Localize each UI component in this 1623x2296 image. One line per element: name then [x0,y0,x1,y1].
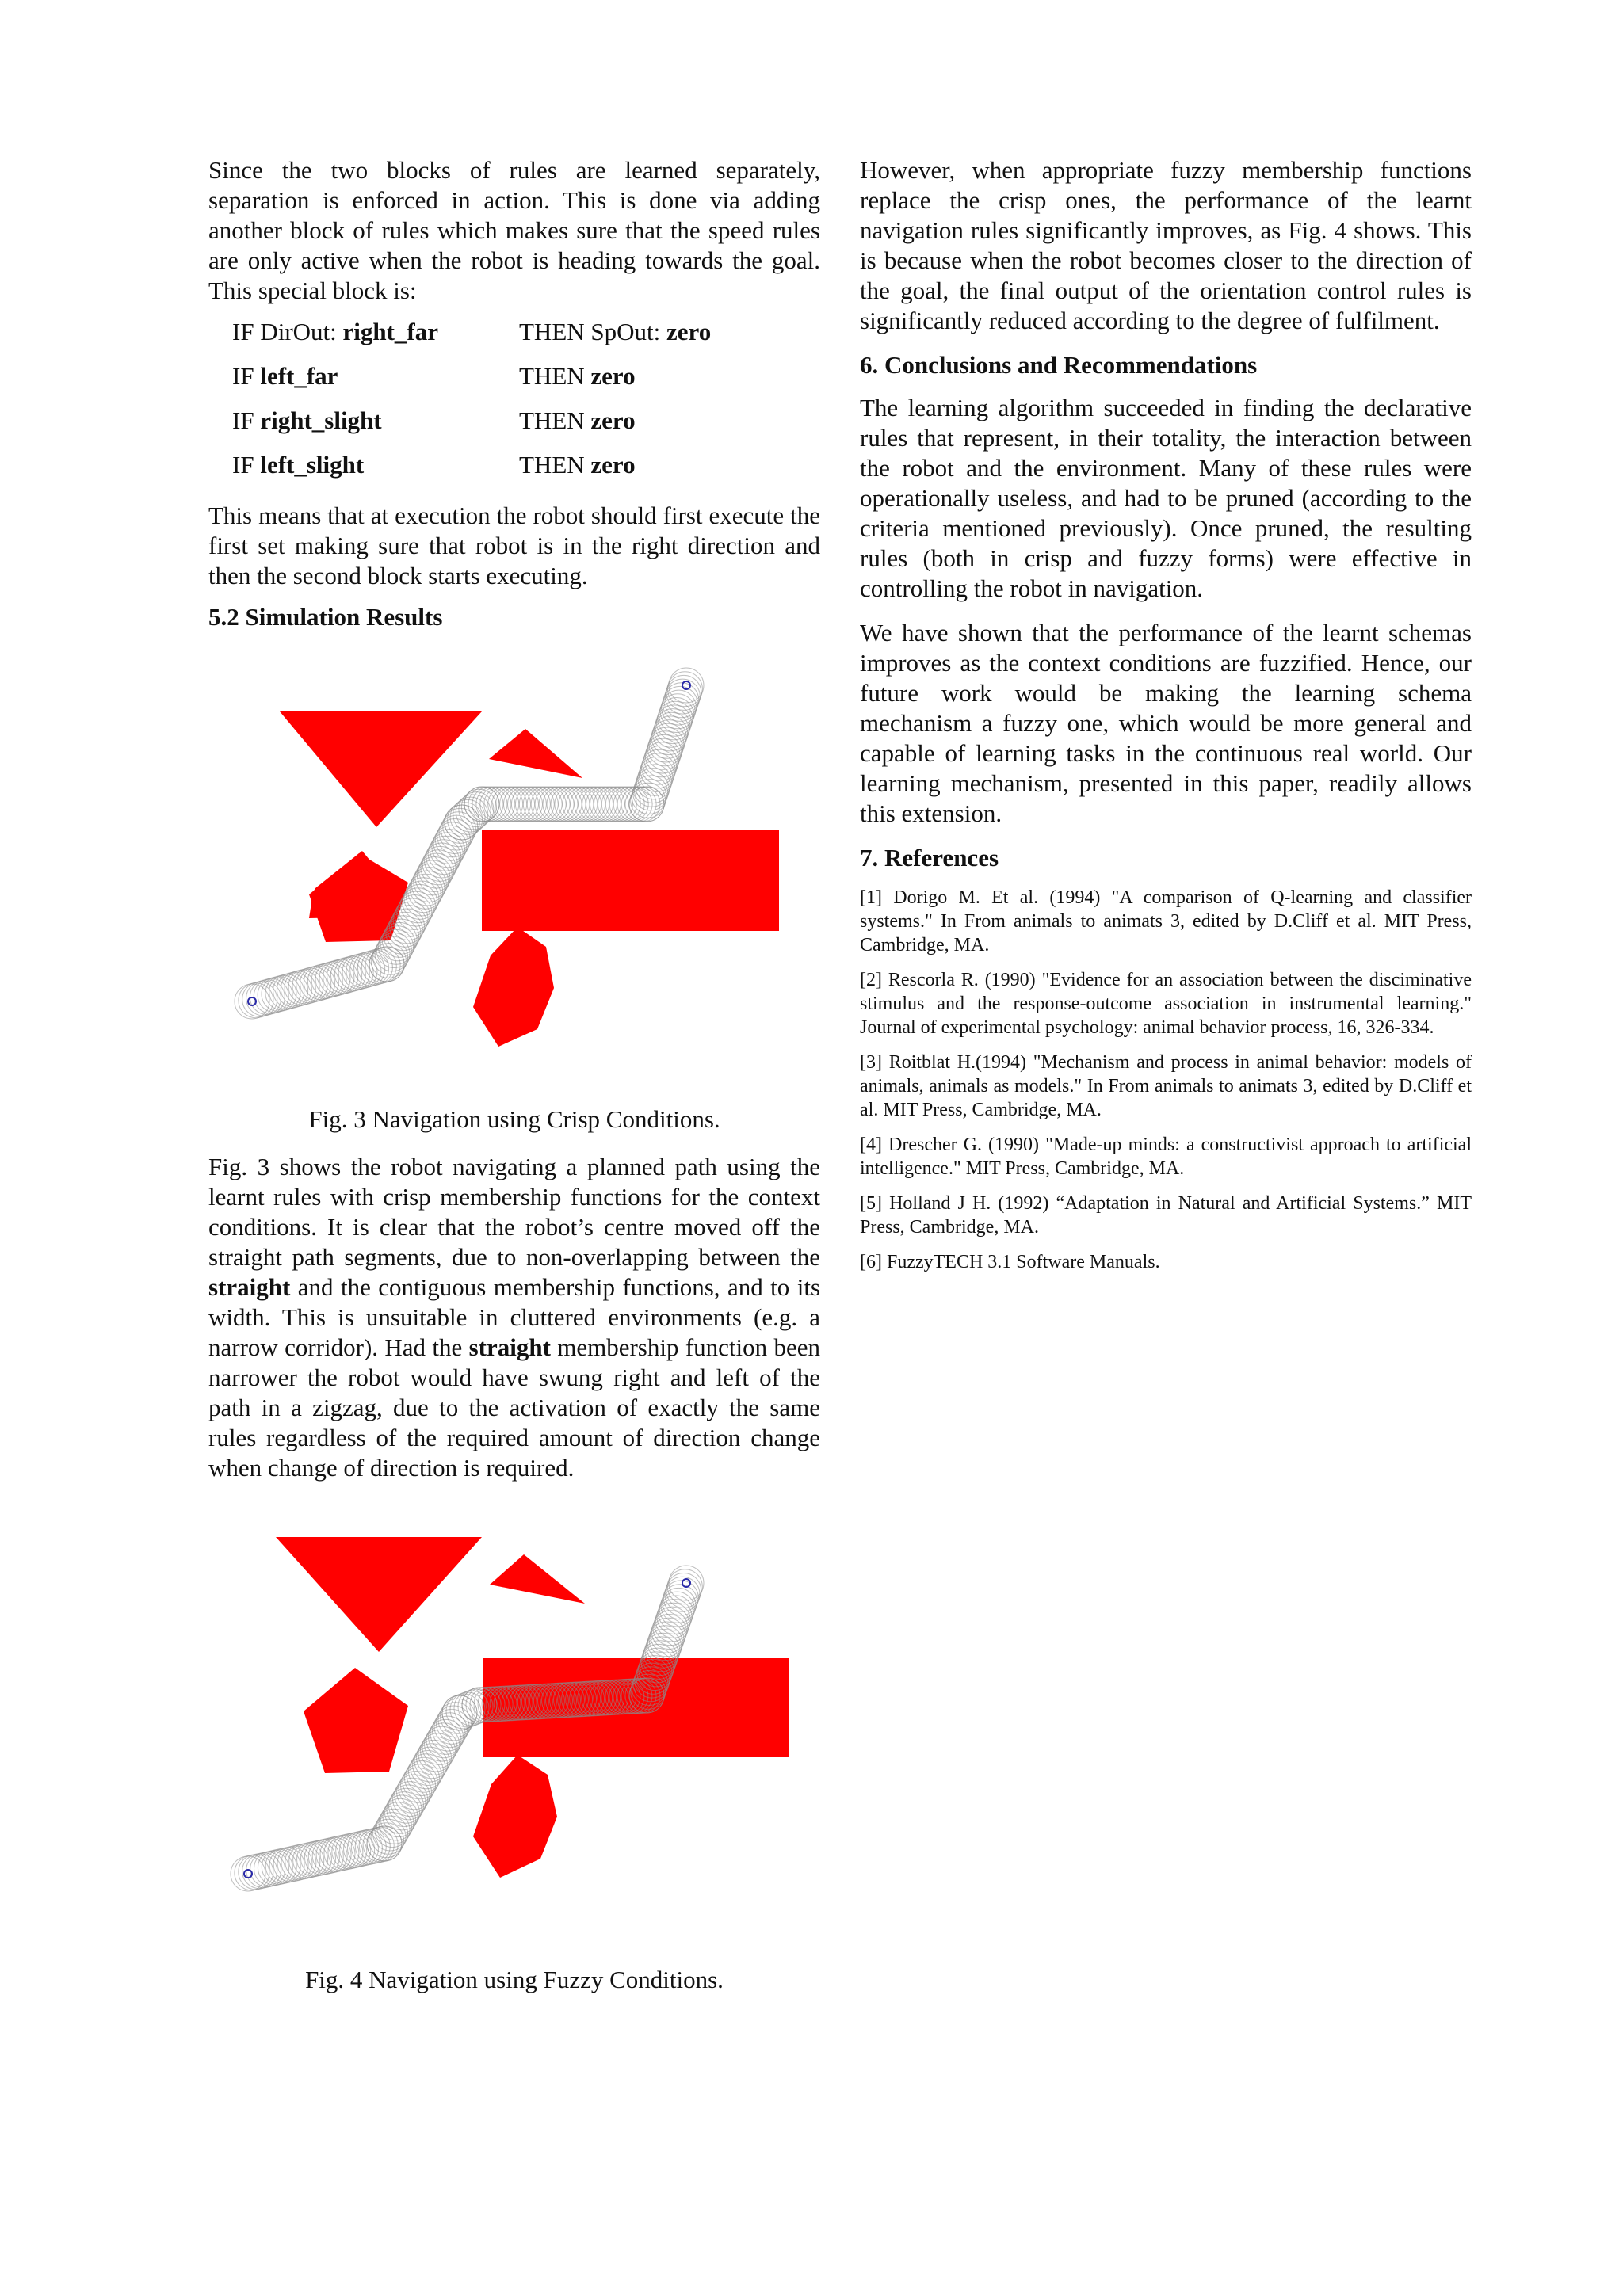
rule-row [208,406,820,450]
figure-4-fuzzy [208,1505,820,1949]
paragraph-future-work: We have shown that the performance of the learnt schemas improves as the context conditions are fuzzified. Hence, our future work would be making the learning schema mechanism a fuzzy one, which would be more general and capable of learning tasks in the continuous real world. Our learning mechanism, presented in this paper, readily allows this extension. [860,619,1472,827]
robot-trace-circle [669,1566,704,1600]
obstacles [280,711,779,1047]
robot-trace-circle [547,787,582,822]
robot-trace-circle [492,787,527,822]
robot-trace-circle [601,787,636,822]
section-heading-6: 6. Conclusions and Recommendations [860,351,1258,379]
section-heading-7: 7. References [860,844,999,871]
right-column [860,155,1472,1285]
paragraph-fuzzy-improvement: However, when appropriate fuzzy membership functions replace the crisp ones, the performance of the learnt navigation rules significantly improves, as Fig. 4 shows. This is because when the robot becomes closer to the direction of the goal, the final output of the orientation control rules is significantly reduced according to the degree of fulfilment. [860,156,1472,334]
robot-trace-circle [605,787,640,822]
paragraph-figure-3-discussion: Fig. 3 shows the robot navigating a planned path using the learnt rules with crisp membership functions for the context conditions. It is clear that the robot’s centre moved off the straight path segments, due to non-overlapping between the straight and the contiguous membership functions, and to its width. This is unsuitable in cluttered environments (e.g. a narrow corridor). Had the straight membership function been narrower the robot would have swung right and left of the path in a zigzag, due to the activation of exactly the same rules regardless of the required amount of direction change when change of direction is required. [208,1153,820,1482]
rules-block [208,317,820,494]
robot-trace-circle [515,787,550,822]
obstacle-pentagon [304,1668,408,1773]
reference-item: [5] Holland J H. (1992) “Adaptation in Natural and Artificial Systems.” MIT Press, Cambridge, MA. [860,1193,1472,1238]
figure-4-caption: Fig. 4 Navigation using Fuzzy Conditions. [305,1966,724,1993]
robot-trace-circle [669,668,704,703]
robot-trace-circle [594,787,628,822]
robot-trace-circle [472,787,507,822]
robot-trace-circle [480,787,515,822]
obstacle-heptagon [473,1755,557,1878]
rule-then: THEN SpOut: zero [519,318,712,345]
obstacle-rectangle [482,830,779,931]
robot-trace-circle [621,787,656,822]
reference-item: [3] Roitblat H.(1994) "Mechanism and process in animal behavior: models of animals, animals as models." In From animals to animats 3, edited by D.Cliff et al. MIT Press, Cambridge, MA. [860,1052,1472,1120]
robot-trace-circle [508,787,543,822]
robot-trace-circle [239,1855,273,1890]
rule-then: THEN zero [519,406,636,434]
rule-row [208,450,820,494]
robot-trace-circle [617,787,652,822]
robot-trace-circle [312,1838,347,1873]
obstacle-inverted-triangle [276,1537,482,1652]
robot-trace-circle [563,787,598,822]
robot-trace-circle [504,787,539,822]
left-column [208,155,820,2012]
section-heading-5-2: 5.2 Simulation Results [208,603,443,631]
robot-marker [682,681,690,689]
robot-trace-circle [571,787,605,822]
reference-item: [2] Rescorla R. (1990) "Evidence for an association between the disciminative stimulus and the response-outcome association in instrumental learning." Journal of experimental psychology: animal behavior process, 16, 326-334. [860,970,1472,1038]
robot-trace-circle [567,787,601,822]
robot-trace-circle [543,787,578,822]
reference-item: [4] Drescher G. (1990) "Made-up minds: a constructivist approach to artificial intelligence." MIT Press, Cambridge, MA. [860,1135,1472,1179]
robot-trace-circle [559,787,594,822]
robot-trace-circle [551,787,586,822]
robot-trace-circle [666,1573,701,1608]
rule-then: THEN zero [519,362,636,390]
obstacle-small-triangle [489,729,582,778]
rule-if: IF left_slight [232,451,365,479]
robot-trace-circle [609,787,644,822]
reference-list [860,886,1472,1274]
robot-trace-circle [231,1856,265,1891]
paragraph-conclusions: The learning algorithm succeeded in finding the declarative rules that represent, in their totality, the interaction between the robot and the environment. Many of these rules were operationally useless, and had to be pruned (according to the criteria mentioned previously). Once pruned, the resulting rules (both in crisp and fuzzy forms) were effective in controlling the robot in navigation. [860,394,1472,602]
robot-trace-circle [535,787,570,822]
robot-trace-circle [555,787,590,822]
figure-3-caption: Fig. 3 Navigation using Crisp Conditions. [308,1105,720,1133]
robot-trace-circle [496,787,531,822]
rule-then: THEN zero [519,451,636,479]
rule-if: IF left_far [232,362,338,390]
robot-trace-circle [598,787,632,822]
paragraph-execution: This means that at execution the robot should first execute the first set making sure that robot is in the right direction and then the second block starts executing. [208,502,820,589]
robot-trace-circle [527,787,562,822]
robot-trace-circle [531,787,566,822]
robot-trace-circle [258,1850,292,1885]
robot-trace-circle [582,787,617,822]
robot-trace-circle [523,787,558,822]
figure-3-crisp [208,645,820,1089]
rule-row [208,361,820,406]
robot-trace-circle [511,787,546,822]
obstacle-small-triangle [490,1554,585,1604]
robot-trace-circle [500,787,535,822]
robot-trace-circle [539,787,574,822]
reference-item: [1] Dorigo M. Et al. (1994) "A comparison of Q-learning and classifier systems." In From animals to animats 3, edited by D.Cliff et al. MIT Press, Cambridge, MA. [860,887,1472,955]
robot-trace-circle [575,787,609,822]
rule-if: IF DirOut: right_far [232,318,439,345]
obstacle-heptagon [473,927,554,1047]
robot-trace-circle [586,787,621,822]
reference-item: [6] FuzzyTECH 3.1 Software Manuals. [860,1252,1160,1272]
rule-row [208,317,820,361]
robot-trace-circle [666,675,701,710]
robot-trace-circle [519,787,554,822]
robot-trace-circle [590,787,625,822]
obstacle-pentagon [309,853,408,942]
robot-trace-circle [285,1844,320,1879]
robot-trace-circle [579,787,613,822]
robot-trace-circle [468,787,503,822]
robot-trace-circle [242,1854,277,1889]
rule-if: IF right_slight [232,406,382,434]
paragraph-separation: Since the two blocks of rules are learned separately, separation is enforced in action. This is done via adding another block of rules which makes sure that the speed rules are only active when the robot is heading towards the goal. This special block is: [208,156,820,304]
